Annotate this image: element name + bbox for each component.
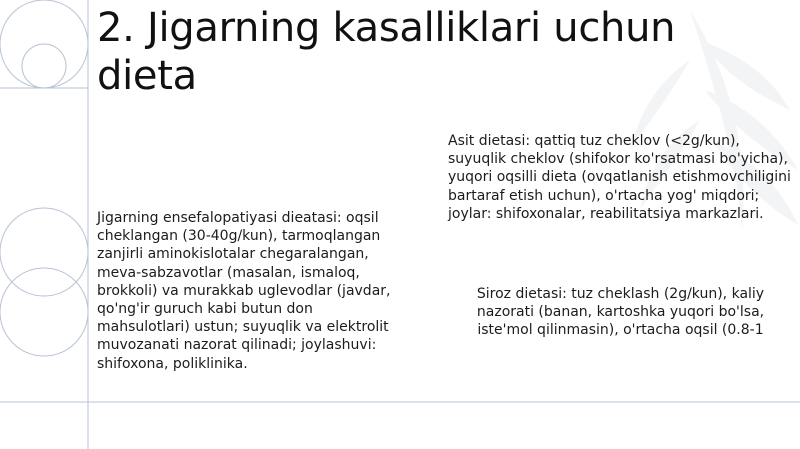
slide-title: 2. Jigarning kasalliklari uchun dieta: [97, 5, 676, 99]
paragraph-hepatic-encephalopathy: Jigarning ensefalopatiyasi dieatasi: oqsil cheklangan (30-40g/kun), tarmoqlangan zanjirli aminokislotalar chegaralangan, meva-sabzavotlar (masalan, ismaloq, brokkoli) va murakkab uglevodlar (javdar, qo'ng'ir guruch kabi butun don mahsulotlari) ustun; suyuqlik va elektrolit muvozanati nazorat qilinadi; joylashuvi: shifoxona, poliklinika.: [97, 210, 391, 372]
paragraph-ascites: Asit dietasi: qattiq tuz cheklov (<2g/kun), suyuqlik cheklov (shifokor ko'rsatmasi bo'yicha), yuqori oqsilli dieta (ovqatlanish etishmovchiligini bartaraf etish uchun), o'rtacha yog' miqdori; joylar: shifoxonalar, reabilitatsiya markazlari.: [448, 133, 791, 222]
paragraph-cirrhosis: Siroz dietasi: tuz cheklash (2g/kun), kaliy nazorati (banan, kartoshka yuqori bo'lsa, iste'mol qilinmasin), o'rtacha oqsil (0.8-1: [476, 286, 765, 339]
